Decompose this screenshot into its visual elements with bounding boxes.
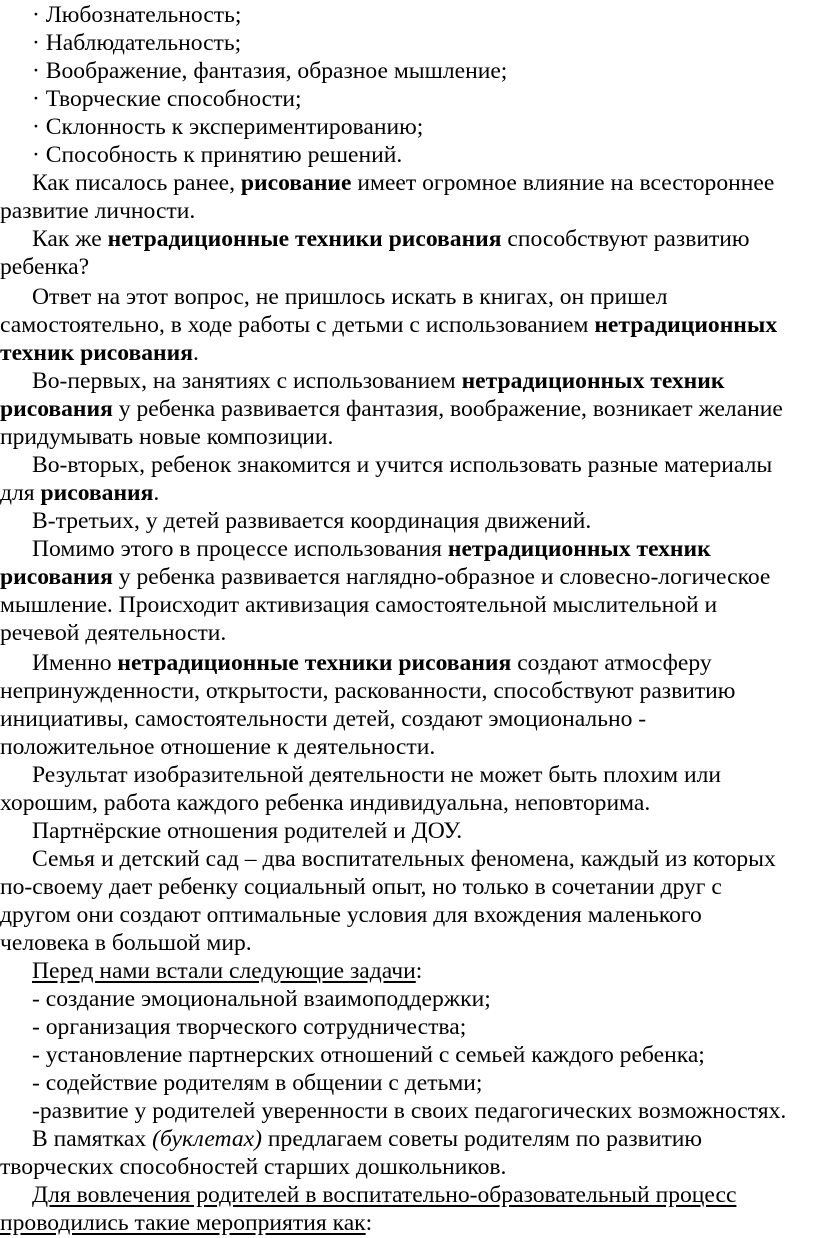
paragraph-line: Как же нетрадиционные техники рисования способствуют развитию bbox=[32, 226, 750, 252]
paragraph-line: Результат изобразительной деятельности не может быть плохим или bbox=[32, 762, 722, 788]
task-item: - установление партнерских отношений с семьей каждого ребенка; bbox=[32, 1042, 705, 1068]
task-item: - содействие родителям в общении с детьми; bbox=[32, 1070, 483, 1096]
events-heading: проводились такие мероприятия как: bbox=[0, 1210, 373, 1236]
bullet-item: · Любознательность; bbox=[32, 2, 242, 28]
paragraph-line: для рисования. bbox=[0, 480, 160, 506]
paragraph-line: положительное отношение к деятельности. bbox=[0, 734, 436, 760]
paragraph-line: творческих способностей старших дошкольников. bbox=[0, 1154, 507, 1180]
paragraph-line: Семья и детский сад – два воспитательных феномена, каждый из которых bbox=[32, 846, 776, 872]
bullet-item: · Способность к принятию решений. bbox=[32, 142, 403, 168]
tasks-heading: Перед нами встали следующие задачи: bbox=[32, 958, 423, 984]
paragraph-line: инициативы, самостоятельности детей, создают эмоционально - bbox=[0, 706, 647, 732]
events-heading: Для вовлечения родителей в воспитательно-образовательный процесс bbox=[32, 1182, 737, 1208]
paragraph-line: самостоятельно, в ходе работы с детьми с использованием нетрадиционных bbox=[0, 312, 778, 338]
bullet-item: · Склонность к экспериментированию; bbox=[32, 114, 424, 140]
paragraph-line: Во-первых, на занятиях с использованием нетрадиционных техник bbox=[32, 368, 725, 394]
paragraph-line: Ответ на этот вопрос, не пришлось искать в книгах, он пришел bbox=[32, 284, 668, 310]
bullet-item: · Творческие способности; bbox=[32, 86, 302, 112]
bullet-item: · Наблюдательность; bbox=[32, 30, 242, 56]
paragraph-line: хорошим, работа каждого ребенка индивидуальна, неповторима. bbox=[0, 790, 651, 816]
paragraph-line: Во-вторых, ребенок знакомится и учится использовать разные материалы bbox=[32, 452, 773, 478]
paragraph-line: другом они создают оптимальные условия для вхождения маленького bbox=[0, 902, 702, 928]
paragraph-line: техник рисования. bbox=[0, 340, 199, 366]
paragraph-line: человека в большой мир. bbox=[0, 930, 252, 956]
bullet-item: · Воображение, фантазия, образное мышление; bbox=[32, 58, 508, 84]
task-item: - создание эмоциональной взаимоподдержки; bbox=[32, 986, 491, 1012]
paragraph-line: В-третьих, у детей развивается координация движений. bbox=[32, 508, 592, 534]
paragraph-line: рисования у ребенка развивается фантазия, воображение, возникает желание bbox=[0, 396, 783, 422]
task-item: -развитие у родителей уверенности в своих педагогических возможностях. bbox=[32, 1098, 787, 1124]
paragraph-line: рисования у ребенка развивается наглядно-образное и словесно-логическое bbox=[0, 564, 771, 590]
paragraph-line: развитие личности. bbox=[0, 198, 196, 224]
paragraph-line: Как писалось ранее, рисование имеет огромное влияние на всестороннее bbox=[32, 170, 775, 196]
paragraph-line: Именно нетрадиционные техники рисования создают атмосферу bbox=[32, 650, 712, 676]
paragraph-line: речевой деятельности. bbox=[0, 620, 227, 646]
task-item: - организация творческого сотрудничества; bbox=[32, 1014, 467, 1040]
paragraph-line: ребенка? bbox=[0, 254, 90, 280]
paragraph-line: Партнёрские отношения родителей и ДОУ. bbox=[32, 818, 463, 844]
paragraph-line: по-своему дает ребенку социальный опыт, но только в сочетании друг с bbox=[0, 874, 722, 900]
paragraph-line: придумывать новые композиции. bbox=[0, 424, 334, 450]
paragraph-line: В памятках (буклетах) предлагаем советы родителям по развитию bbox=[32, 1126, 703, 1152]
paragraph-line: непринужденности, открытости, раскованности, способствуют развитию bbox=[0, 678, 736, 704]
paragraph-line: Помимо этого в процессе использования нетрадиционных техник bbox=[32, 536, 711, 562]
paragraph-line: мышление. Происходит активизация самостоятельной мыслительной и bbox=[0, 592, 718, 618]
